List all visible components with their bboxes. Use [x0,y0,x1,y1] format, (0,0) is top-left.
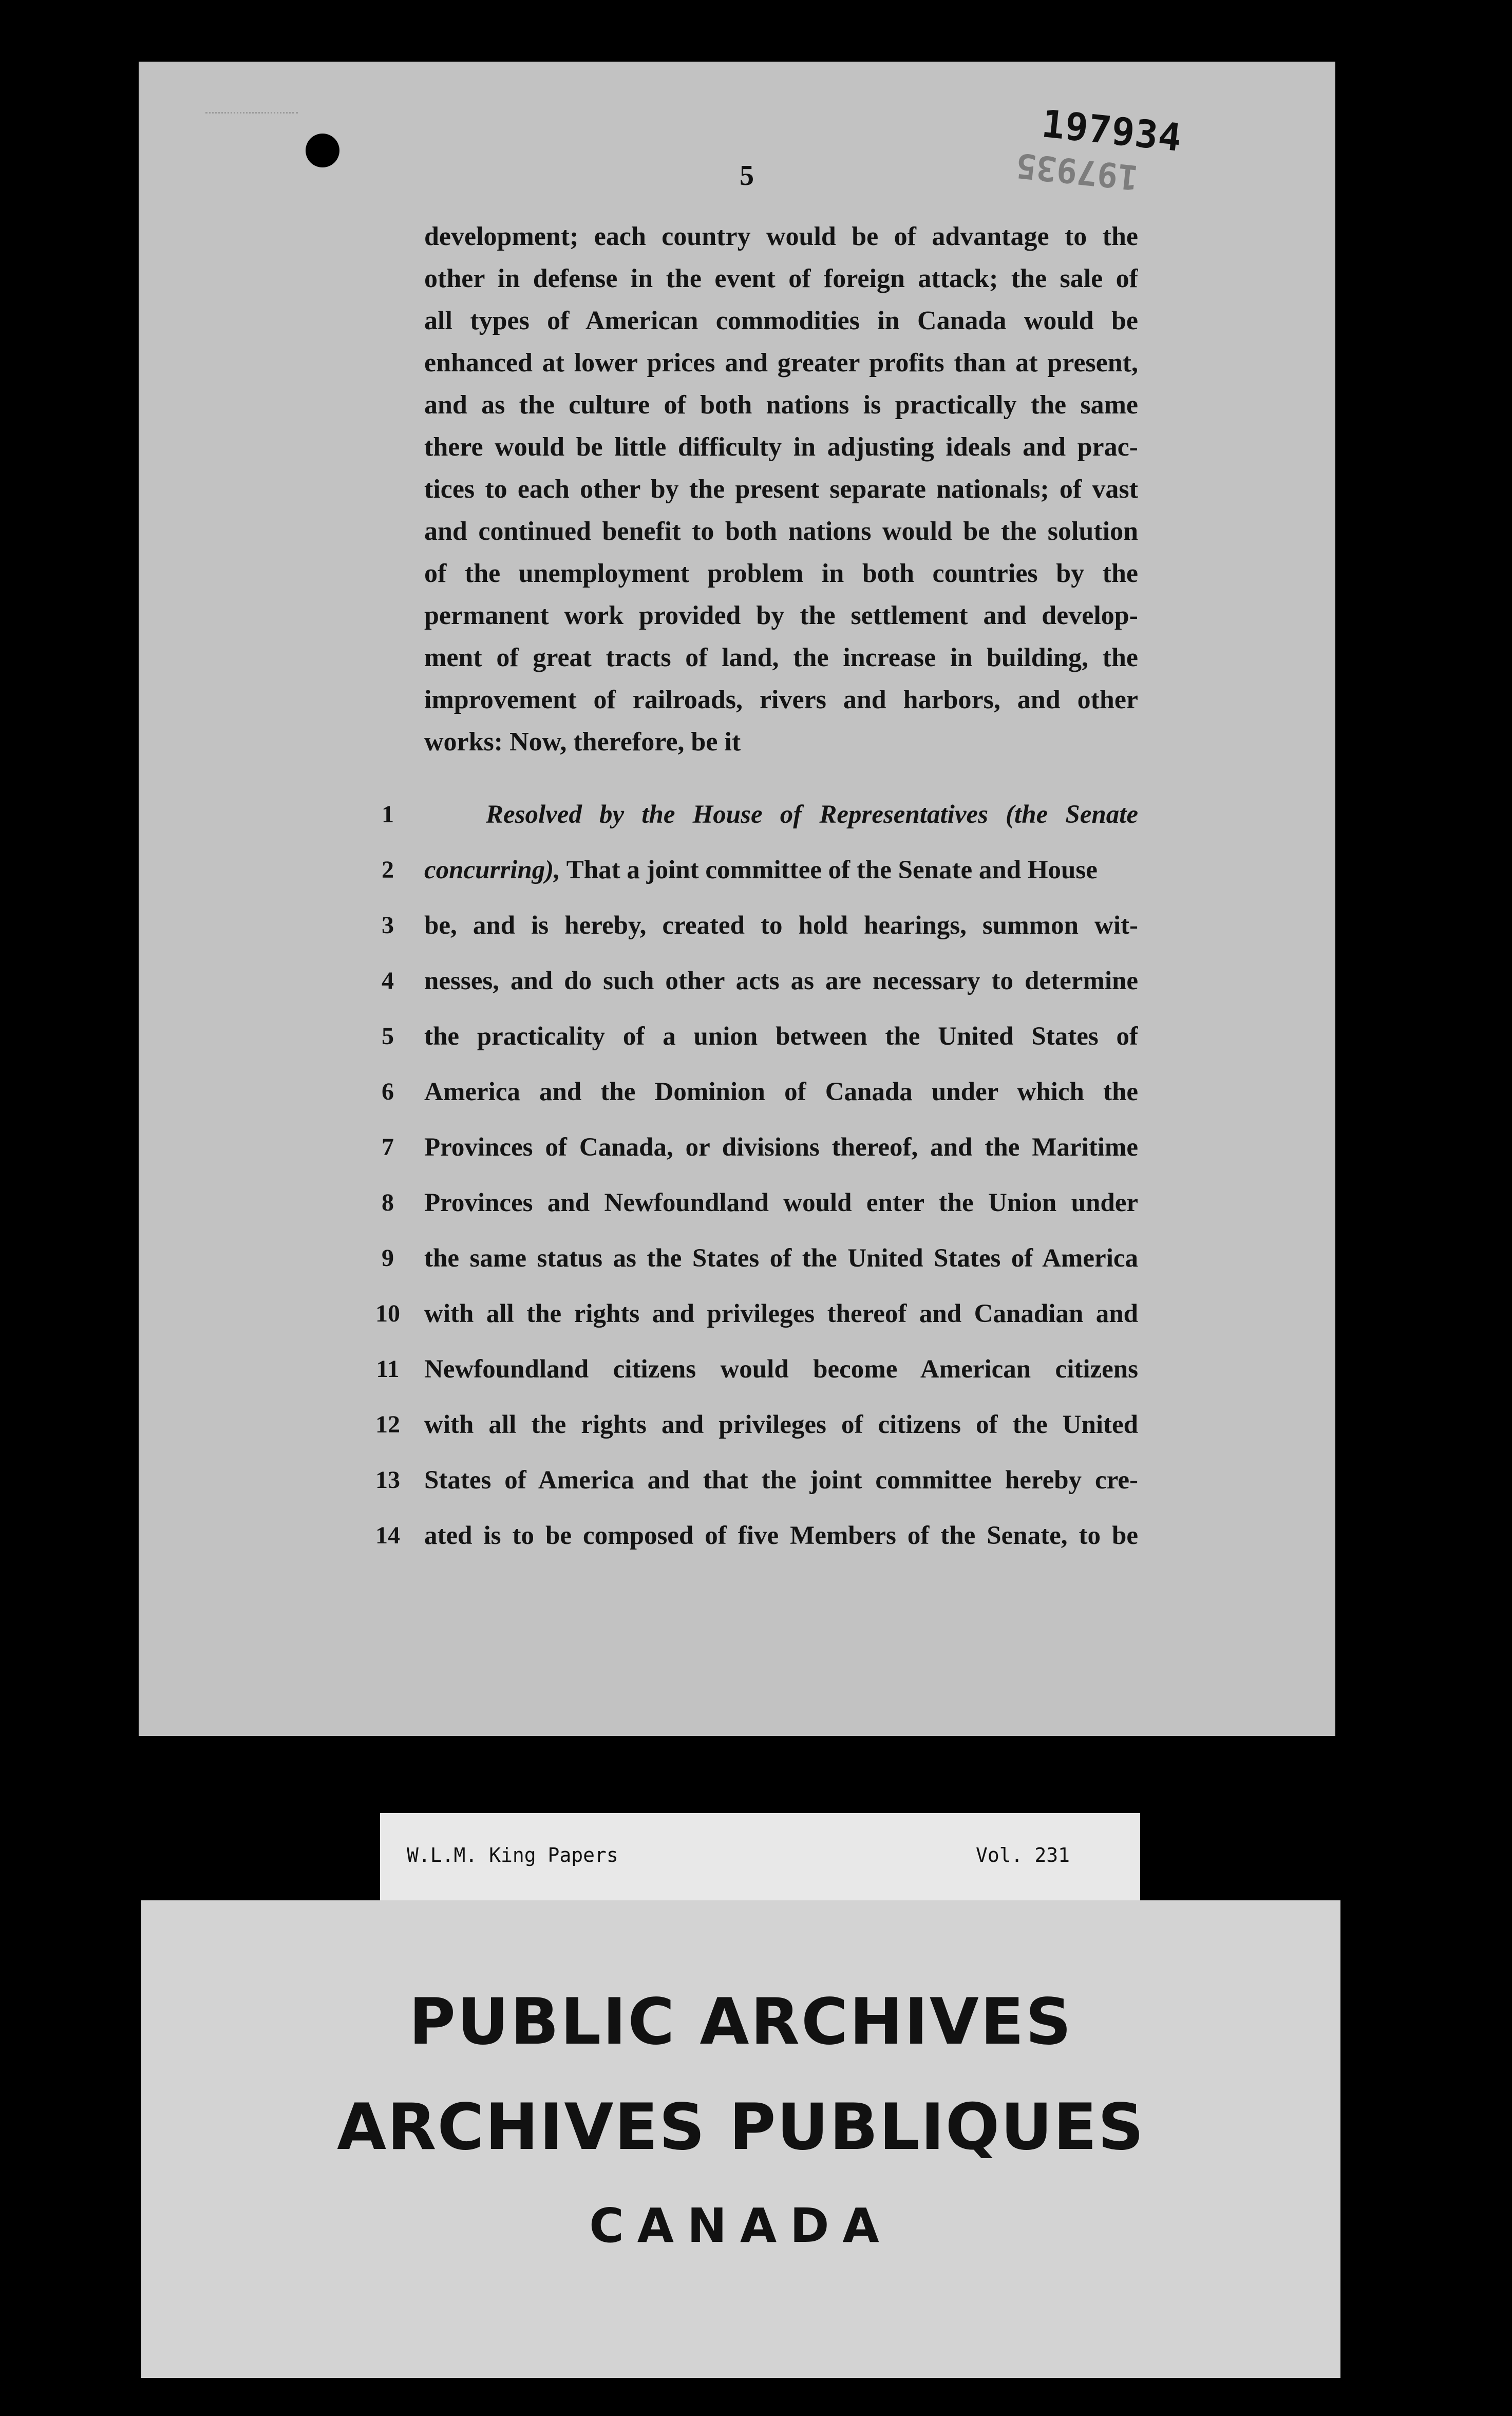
resolution-heading [424,787,1138,842]
numbered-line [370,1120,1140,1175]
numbered-line [370,842,1140,898]
line-number: 13 [375,1466,400,1494]
text-line: permanent work provided by the settlement and develop- [424,601,1138,630]
line-number: 6 [382,1078,394,1105]
numbered-line [370,1342,1140,1397]
numbered-line [370,1397,1140,1452]
resolution-line: Provinces of Canada, or divisions thereof, and the Maritime [424,1133,1138,1162]
text-line: there would be little difficulty in adjusting ideals and prac- [424,432,1138,462]
numbered-line [370,1175,1140,1231]
volume-number: Vol. 231 [976,1844,1070,1866]
text-line: tices to each other by the present separate nationals; of vast [424,475,1138,504]
numbered-line [370,1452,1140,1508]
preamble-text [424,216,1138,763]
resolution-line: the practicality of a union between the United States of [424,1022,1138,1051]
numbered-line [370,953,1140,1009]
line-number: 9 [382,1244,394,1272]
resolution-line: with all the rights and privileges of citizens of the United [424,1410,1138,1439]
resolution-line: with all the rights and privileges thereof and Canadian and [424,1299,1138,1328]
text-line: of the unemployment problem in both countries by the [424,559,1138,588]
archives-title-french: ARCHIVES PUBLIQUES [337,2090,1145,2164]
line-number: 8 [382,1189,394,1216]
text-line: and as the culture of both nations is practically the same [424,390,1138,420]
archive-stamp-number: 197934 [1040,101,1184,161]
resolution-line: Newfoundland citizens would become American citizens [424,1355,1138,1384]
resolution-line: Provinces and Newfoundland would enter the Union under [424,1188,1138,1217]
line-number: 14 [375,1522,400,1549]
line-number: 4 [382,967,394,994]
numbered-line [370,1009,1140,1064]
line-number: 3 [382,912,394,939]
resolution-line: States of America and that the joint committee hereby cre- [424,1466,1138,1495]
line-number: 10 [375,1300,400,1327]
resolution-line: be, and is hereby, created to hold hearings, summon wit- [424,911,1138,940]
archives-title-english: PUBLIC ARCHIVES [409,1985,1073,2059]
resolution-clause-italic: Resolved by the House of Representatives (the Senate [486,800,1138,829]
text-line: enhanced at lower prices and greater profits than at present, [424,348,1138,378]
text-line: and continued benefit to both nations would be the solution [424,517,1138,546]
numbered-line [370,1064,1140,1120]
numbered-line [370,898,1140,953]
numbered-line [370,787,1140,842]
collection-label [380,1813,1140,1903]
resolution-line-rest: That a joint committee of the Senate and House [560,856,1098,884]
line-number: 12 [375,1411,400,1438]
numbered-line [370,1508,1140,1563]
archives-country: CANADA [589,2198,893,2253]
resolution-line: the same status as the States of the United States of America [424,1244,1138,1273]
line-number: 5 [382,1023,394,1050]
public-archives-card [141,1900,1340,2378]
numbered-line [370,1286,1140,1342]
collection-name: W.L.M. King Papers [407,1844,618,1866]
line-number: 11 [376,1355,400,1383]
line-number: 2 [382,856,394,883]
margin-scratch-mark [205,112,298,117]
text-line: other in defense in the event of foreign attack; the sale of [424,264,1138,293]
resolution-line [424,842,1138,898]
resolution-text [370,787,1140,1563]
stamp-number-bleedthrough: 197935 [1014,145,1140,198]
resolution-line: nesses, and do such other acts as are necessary to determine [424,967,1138,995]
text-line: development; each country would be of advantage to the [424,222,1138,251]
text-line: improvement of railroads, rivers and harbors, and other [424,685,1138,714]
resolution-line: America and the Dominion of Canada under which the [424,1078,1138,1106]
punch-hole-dot [306,134,339,167]
line-number: 7 [382,1134,394,1161]
page-number: 5 [740,160,754,192]
text-line: ment of great tracts of land, the increase in building, the [424,643,1138,672]
text-line: all types of American commodities in Canada would be [424,306,1138,335]
text-line: works: Now, therefore, be it [424,727,741,757]
line-number: 1 [382,801,394,828]
numbered-line [370,1231,1140,1286]
resolution-line: ated is to be composed of five Members of the Senate, to be [424,1521,1138,1550]
concurring-italic: concurring), [424,856,560,884]
